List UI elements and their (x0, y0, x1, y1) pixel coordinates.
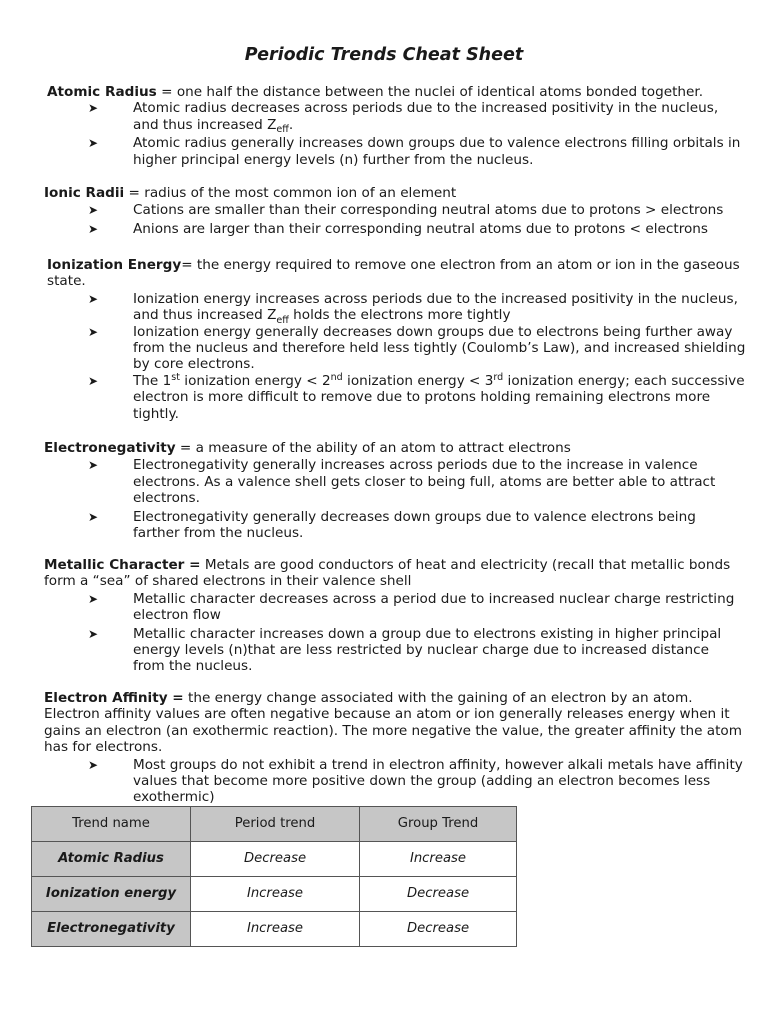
table-row (32, 842, 517, 877)
column-header: Trend name (32, 807, 191, 842)
definition-text: Metals are good conductors of heat and electricity (recall that metallic bonds form a “sea” of shared electrons in their valence shell (44, 557, 731, 590)
table-row (32, 912, 517, 947)
arrow-bullet-icon (88, 626, 98, 642)
arrow-bullet-icon (88, 373, 98, 389)
section-electronegativity (44, 440, 744, 541)
arrow-bullet-icon (88, 757, 98, 773)
list-item: ➤ Atomic radius generally increases down groups due to valence electrons filling orbitals in higher principal energy levels (n) further from the nucleus. (88, 135, 747, 168)
term: Ionic Radii (44, 185, 125, 201)
row-header: Atomic Radius (32, 842, 191, 877)
term: Electronegativity (44, 440, 176, 456)
list-item: ➤ The 1st ionization energy < 2nd ionization energy < 3rd ionization energy; each successive electron is more difficult to remove due to protons holding remaining electrons more tightly. (88, 373, 747, 422)
table-row (32, 877, 517, 912)
arrow-bullet-icon (88, 324, 98, 340)
list-item: ➤ Cations are smaller than their corresponding neutral atoms due to protons > electrons (88, 202, 744, 218)
page-title: Periodic Trends Cheat Sheet (244, 45, 524, 65)
definition-text: = one half the distance between the nuclei of identical atoms bonded together. (156, 84, 704, 100)
list-item: ➤ Electronegativity generally decreases down groups due to valence electrons being farther from the nucleus. (88, 509, 744, 542)
column-header: Group Trend (360, 807, 517, 842)
definition-text: = a measure of the ability of an atom to attract electrons (175, 440, 571, 456)
arrow-bullet-icon (88, 221, 98, 237)
list-item: ➤ Most groups do not exhibit a trend in electron affinity, however alkali metals have affinity values that become more positive down the group (adding an electron becomes less exothermic) (88, 757, 744, 806)
arrow-bullet-icon (88, 202, 98, 218)
table-cell: Decrease (191, 842, 360, 877)
table-cell: Increase (191, 912, 360, 947)
definition-text: = the energy required to remove one electron from an atom or ion in the gaseous state. (47, 257, 740, 290)
definition-atomic-radius (47, 84, 747, 100)
definition-text: the energy change associated with the gaining of an electron by an atom. Electron affinity values are often negative because an atom or ion generally releases energy when it gains an electron (an exothermic reaction). The more negative the value, the greater affinity the atom has for electrons. (44, 690, 742, 756)
term: Metallic Character = (44, 557, 201, 573)
arrow-bullet-icon (88, 457, 98, 473)
list-item: ➤ Anions are larger than their corresponding neutral atoms due to protons < electrons (88, 221, 744, 237)
list-item: ➤ Electronegativity generally increases across periods due to the increase in valence electrons. As a valence shell gets closer to being full, atoms are better able to attract electrons. (88, 457, 744, 506)
arrow-bullet-icon (88, 291, 98, 307)
table-cell: Decrease (360, 912, 517, 947)
definition-metallic-character (44, 557, 744, 590)
term: Atomic Radius (47, 84, 157, 100)
list-item: ➤ Metallic character decreases across a period due to increased nuclear charge restricting electron flow (88, 591, 744, 624)
list-item: ➤ Ionization energy increases across periods due to the increased positivity in the nucleus, and thus increased $Z_{eff}$ holds the electrons more tightly (88, 291, 747, 324)
list-item: ➤ Atomic radius decreases across periods due to the increased positivity in the nucleus, and thus increased $Z_{eff}$. (88, 100, 747, 133)
term: Ionization Energy (47, 257, 182, 273)
section-metallic-character (44, 557, 744, 675)
definition-ionic-radii (44, 185, 744, 201)
table-cell: Decrease (360, 877, 517, 912)
section-atomic-radius (47, 84, 747, 168)
list-item: ➤ Metallic character increases down a group due to electrons existing in higher principal energy levels (n)that are less restricted by nuclear charge due to increased distance from the nucleus. (88, 626, 744, 675)
arrow-bullet-icon (88, 135, 98, 151)
definition-ionization-energy (47, 257, 747, 290)
table-cell: Increase (191, 877, 360, 912)
trend-table (31, 806, 517, 947)
list-item: ➤ Ionization energy generally decreases down groups due to electrons being further away from the nucleus and therefore held less tightly (Coulomb’s Law), and increased shielding by core electrons. (88, 324, 747, 373)
table-header-row (32, 807, 517, 842)
definition-electron-affinity (44, 690, 744, 756)
arrow-bullet-icon (88, 509, 98, 525)
section-ionization-energy (47, 257, 747, 422)
section-electron-affinity (44, 690, 744, 806)
arrow-bullet-icon (88, 100, 98, 116)
definition-electronegativity (44, 440, 744, 456)
arrow-bullet-icon (88, 591, 98, 607)
table-cell: Increase (360, 842, 517, 877)
section-ionic-radii (44, 185, 744, 237)
term: Electron Affinity = (44, 690, 184, 706)
definition-text: = radius of the most common ion of an element (124, 185, 457, 201)
row-header: Electronegativity (32, 912, 191, 947)
column-header: Period trend (191, 807, 360, 842)
row-header: Ionization energy (32, 877, 191, 912)
